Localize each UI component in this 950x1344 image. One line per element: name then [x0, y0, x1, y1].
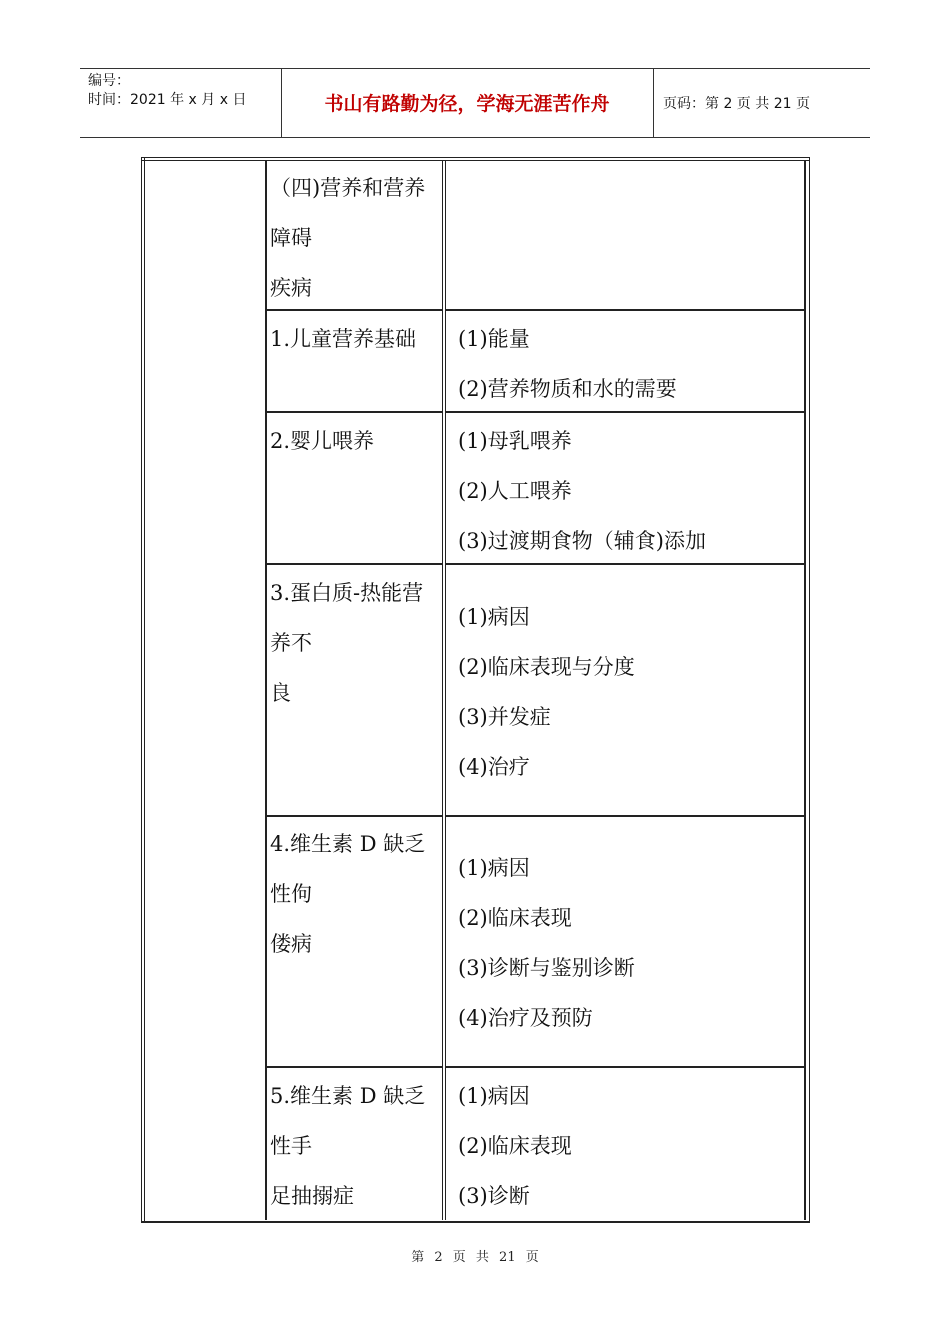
- topic-cell: [265, 413, 443, 565]
- subtopic-item: (3)诊断与鉴别诊断: [458, 956, 635, 980]
- topic-line: 3.蛋白质-热能营: [270, 581, 424, 605]
- topic-cell: [265, 1068, 443, 1220]
- topic-line: 4.维生素 D 缺乏: [270, 832, 426, 856]
- subtopic-item: (3)并发症: [458, 705, 551, 729]
- topic-cell: [265, 160, 443, 311]
- topic-line: 良: [270, 681, 291, 705]
- subtopic-item: (2)临床表现与分度: [458, 655, 635, 679]
- subtopic-item: (2)营养物质和水的需要: [458, 377, 677, 401]
- page-header: [80, 68, 870, 138]
- topic-line: 性佝: [270, 882, 312, 906]
- subtopic-item: (2)临床表现: [458, 1134, 572, 1158]
- table-row: [265, 413, 806, 565]
- subtopic-item: (2)临床表现: [458, 906, 572, 930]
- topic-line: （四)营养和营养: [270, 176, 426, 200]
- subtopic-item: (1)病因: [458, 605, 530, 629]
- topic-line: 2.婴儿喂养: [270, 429, 375, 453]
- header-meta: [88, 72, 246, 110]
- topic-cell: [265, 311, 443, 413]
- header-divider: [653, 69, 654, 137]
- topic-cell: [265, 817, 443, 1068]
- subtopic-item: (1)母乳喂养: [458, 429, 572, 453]
- topic-cell: [265, 565, 443, 817]
- subtopic-cell: [445, 160, 806, 311]
- subtopic-item: (2)人工喂养: [458, 479, 572, 503]
- header-time: 时间：2021 年 x 月 x 日: [88, 92, 247, 108]
- topic-line: 5.维生素 D 缺乏: [270, 1084, 426, 1108]
- subtopic-item: (1)能量: [458, 327, 530, 351]
- subtopic-item: (3)诊断: [458, 1184, 530, 1208]
- topic-line: 1.儿童营养基础: [270, 327, 417, 351]
- header-number: 编号：: [88, 73, 130, 89]
- topic-line: 障碍: [270, 226, 312, 250]
- table-row: [265, 565, 806, 817]
- subtopic-cell: [445, 817, 806, 1068]
- page-footer: 第 2 页 共 21 页: [411, 1250, 539, 1265]
- table-row: [265, 311, 806, 413]
- header-page-info: 页码：第 2 页 共 21 页: [663, 96, 810, 112]
- topic-line: 养不: [270, 631, 312, 655]
- table-row: [265, 1068, 806, 1220]
- subtopic-cell: [445, 311, 806, 413]
- topic-line: 足抽搦症: [270, 1184, 354, 1208]
- subtopic-item: (1)病因: [458, 1084, 530, 1108]
- subtopic-cell: [445, 1068, 806, 1220]
- subtopic-item: (3)过渡期食物（辅食)添加: [458, 529, 706, 553]
- topic-line: 疾病: [270, 276, 312, 300]
- subtopic-item: (4)治疗及预防: [458, 1006, 593, 1030]
- topic-line: 性手: [270, 1134, 312, 1158]
- table-row: [265, 817, 806, 1068]
- topic-line: 偻病: [270, 932, 312, 956]
- subtopic-item: (1)病因: [458, 856, 530, 880]
- table-row: [265, 160, 806, 311]
- subtopic-cell: [445, 565, 806, 817]
- subtopic-cell: [445, 413, 806, 565]
- header-motto: 书山有路勤为径，学海无涯苦作舟: [324, 93, 610, 115]
- subtopic-item: (4)治疗: [458, 755, 530, 779]
